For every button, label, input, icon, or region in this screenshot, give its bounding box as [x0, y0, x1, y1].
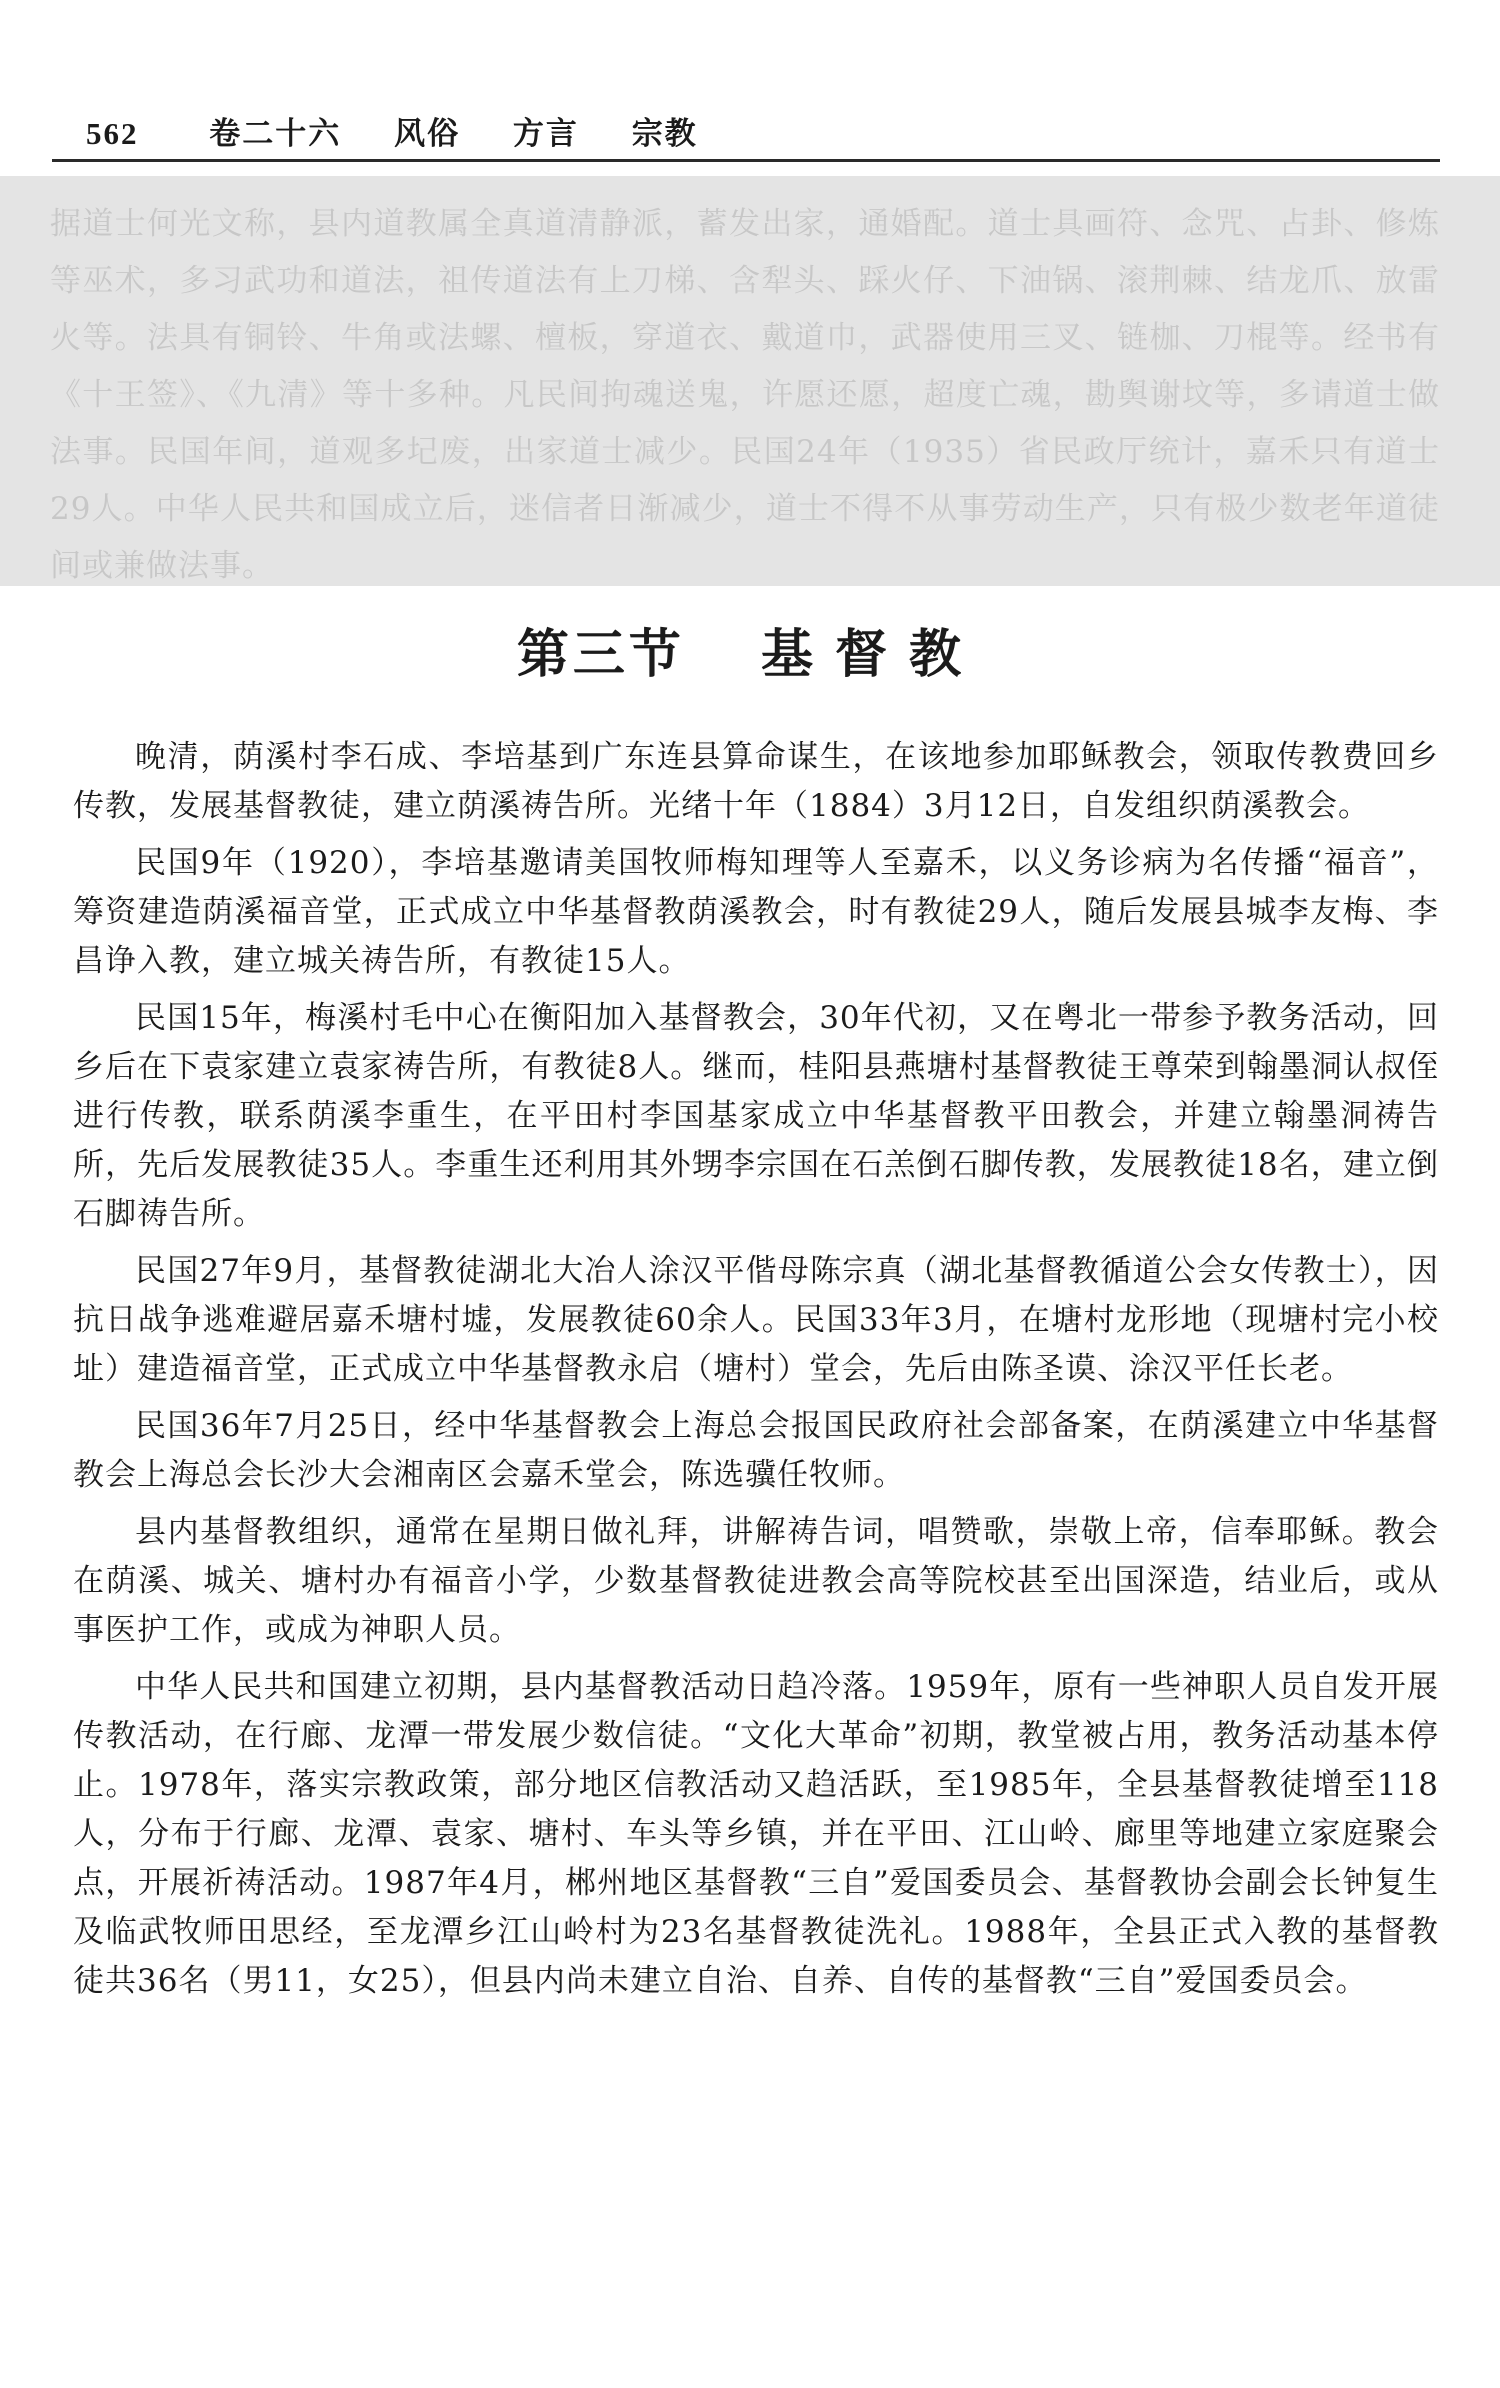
section-name: 基督教 — [761, 625, 984, 685]
header-divider — [52, 159, 1440, 162]
paragraph: 县内基督教组织，通常在星期日做礼拜，讲解祷告词，唱赞歌，崇敬上帝，信奉耶稣。教会在荫溪、城关、塘村办有福音小学，少数基督教徒进教会高等院校甚至出国深造，结业后，或从事医护工作，或成为神职人员。 — [73, 1514, 1439, 1648]
paragraph: 民国27年9月，基督教徒湖北大冶人涂汉平偕母陈宗真（湖北基督教循道公会女传教士），因抗日战争逃难避居嘉禾塘村墟，发展教徒60余人。民国33年3月，在塘村龙形地（现塘村完小校址）建造福音堂，正式成立中华基督教永启（塘村）堂会，先后由陈圣谟、涂汉平任长老。 — [73, 1253, 1439, 1387]
volume-label: 卷二十六 — [209, 116, 342, 152]
running-header — [86, 108, 698, 153]
section-number: 第三节 — [516, 625, 685, 685]
paragraph: 中华人民共和国建立初期，县内基督教活动日趋冷落。1959年，原有一些神职人员自发开展传教活动，在行廊、龙潭一带发展少数信徒。“文化大革命”初期，教堂被占用，教务活动基本停止。1978年，落实宗教政策，部分地区信教活动又趋活跃，至1985年，全县基督教徒增至118人，分布于行廊、龙潭、袁家、塘村、车头等乡镇，并在平田、江山岭、廊里等地建立家庭聚会点，开展祈祷活动。1987年4月，郴州地区基督教“三自”爱国委员会、基督教协会副会长钟复生及临武牧师田思经，至龙潭乡江山岭村为23名基督教徒洗礼。1988年，全县正式入教的基督教徒共36名（男11，女25），但县内尚未建立自治、自养、自传的基督教“三自”爱国委员会。 — [73, 1669, 1439, 1999]
page-number: 562 — [86, 116, 139, 151]
topic-dialect: 方言 — [512, 116, 579, 152]
paragraph: 民国36年7月25日，经中华基督教会上海总会报国民政府社会部备案，在荫溪建立中华基督教会上海总会长沙大会湘南区会嘉禾堂会，陈选骥任牧师。 — [73, 1408, 1439, 1493]
previous-section-tail: 据道士何光文称，县内道教属全真道清静派，蓄发出家，通婚配。道士具画符、念咒、占卦、修炼等巫术，多习武功和道法，祖传道法有上刀梯、含犁头、踩火仔、下油锅、滚荆棘、结龙爪、放雷火等。法具有铜铃、牛角或法螺、檀板，穿道衣、戴道巾，武器使用三叉、链枷、刀棍等。经书有《十王签》、《九清》等十多种。凡民间拘魂送鬼，许愿还愿，超度亡魂，勘舆谢坟等，多请道士做法事。民国年间，道观多圮废，出家道士减少。民国24年（1935）省民政厅统计，嘉禾只有道士29人。中华人民共和国成立后，迷信者日渐减少，道士不得不从事劳动生产，只有极少数老年道徒间或兼做法事。 — [50, 206, 1440, 584]
paragraph: 民国15年，梅溪村毛中心在衡阳加入基督教会，30年代初，又在粤北一带参予教务活动，回乡后在下袁家建立袁家祷告所，有教徒8人。继而，桂阳县燕塘村基督教徒王尊荣到翰墨洞认叔侄进行传教，联系荫溪李重生，在平田村李国基家成立中华基督教平田教会，并建立翰墨洞祷告所，先后发展教徒35人。李重生还利用其外甥李宗国在石羔倒石脚传教，发展教徒18名，建立倒石脚祷告所。 — [73, 1000, 1439, 1232]
paragraph: 晚清，荫溪村李石成、李培基到广东连县算命谋生，在该地参加耶稣教会，领取传教费回乡传教，发展基督教徒，建立荫溪祷告所。光绪十年（1884）3月12日，自发组织荫溪教会。 — [73, 739, 1439, 824]
paragraph: 民国9年（1920），李培基邀请美国牧师梅知理等人至嘉禾，以义务诊病为名传播“福音”，筹资建造荫溪福音堂，正式成立中华基督教荫溪教会，时有教徒29人，随后发展县城李友梅、李昌诤入教，建立城关祷告所，有教徒15人。 — [73, 845, 1439, 979]
section-body — [73, 733, 1439, 2014]
topic-religion: 宗教 — [631, 116, 698, 152]
topic-customs: 风俗 — [394, 116, 461, 152]
section-title — [0, 612, 1500, 687]
